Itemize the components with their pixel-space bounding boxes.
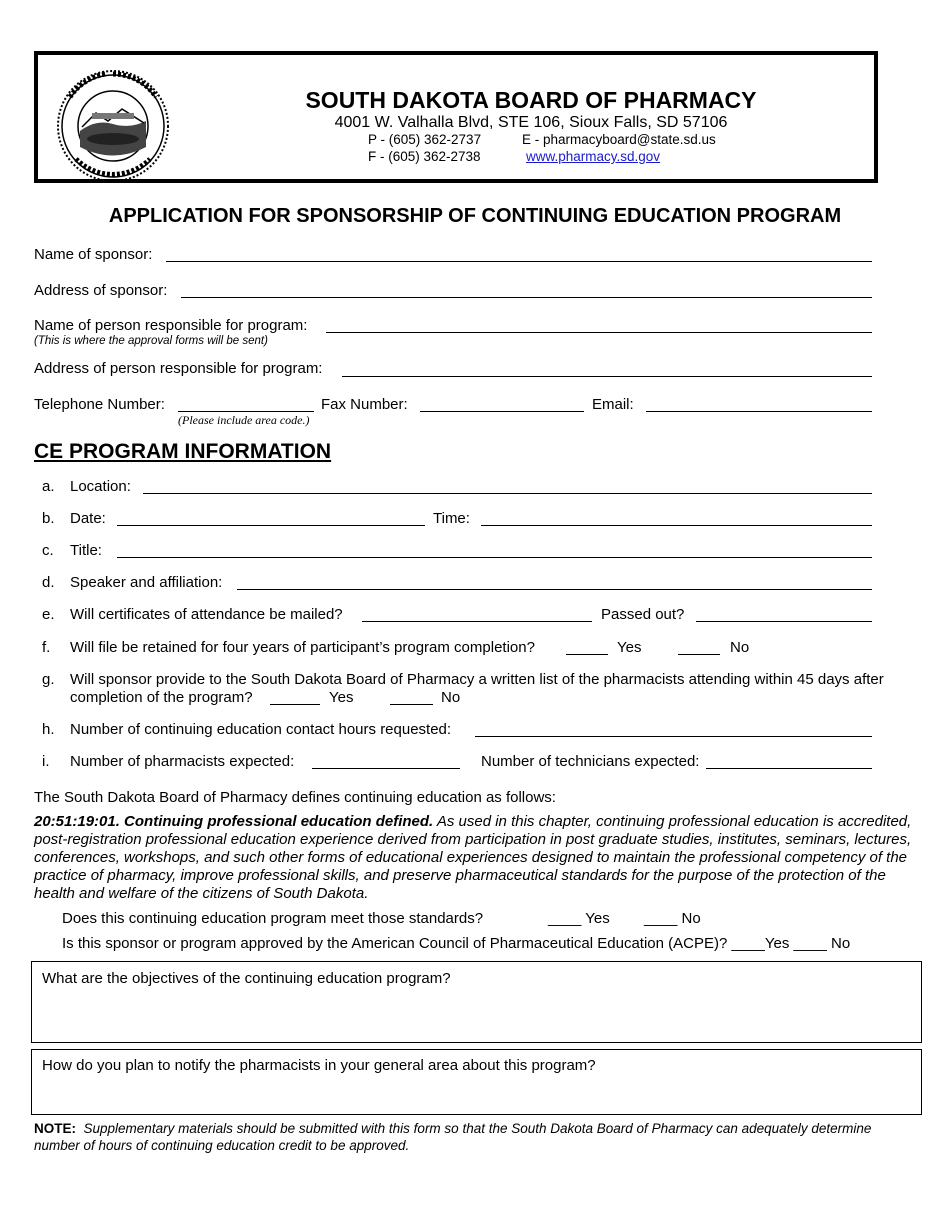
telephone-label: Telephone Number: <box>34 396 165 413</box>
date-label: Date: <box>70 510 106 527</box>
item-c-letter: c. <box>42 542 54 559</box>
responsible-address-field[interactable] <box>342 376 872 377</box>
item-e-letter: e. <box>42 606 55 623</box>
time-field[interactable] <box>481 525 872 526</box>
speaker-label: Speaker and affiliation: <box>70 574 223 591</box>
attendance-list-yes-label: Yes <box>329 689 354 706</box>
footer-note <box>34 1120 914 1154</box>
responsible-address-label: Address of person responsible for program: <box>34 360 323 377</box>
note-label: NOTE: <box>34 1121 76 1136</box>
definition-intro: The South Dakota Board of Pharmacy defines continuing education as follows: <box>34 789 556 806</box>
passed-out-field[interactable] <box>696 621 872 622</box>
rule-text: As used in this chapter, continuing professional education is accredited, post-registration professional education experience derived from participation in post graduate studies, institutes, seminars, lectures, conferences, workshops, and such other forms of educational experiences designed to maintain the professional competency of the practice of pharmacy, improve professional skills, and preserve pharmaceutical standards for the purpose of the protection of the health and welfare of the citizens of South Dakota. <box>34 813 912 902</box>
state-seal-icon <box>56 69 170 183</box>
file-retained-label: Will file be retained for four years of participant’s program completion? <box>70 639 535 656</box>
fax-label: Fax Number: <box>321 396 408 413</box>
standards-no[interactable]: ____ No <box>644 910 701 927</box>
standards-yes[interactable]: ____ Yes <box>548 910 610 927</box>
attendance-list-no-label: No <box>441 689 461 706</box>
telephone-field[interactable] <box>178 411 314 412</box>
notify-label: How do you plan to notify the pharmacists in your general area about this program? <box>42 1057 596 1074</box>
objectives-box[interactable] <box>31 961 922 1043</box>
letterhead <box>34 51 878 183</box>
attendance-list-label-cont: completion of the program? <box>70 689 253 706</box>
date-field[interactable] <box>117 525 425 526</box>
sponsor-address-field[interactable] <box>181 297 872 298</box>
telephone-note: (Please include area code.) <box>178 413 310 427</box>
acpe-question[interactable]: Is this sponsor or program approved by the American Council of Pharmaceutical Education (ACPE)? ____Yes ____ No <box>62 935 851 952</box>
pharmacists-expected-field[interactable] <box>312 768 460 769</box>
technicians-expected-label: Number of technicians expected: <box>481 753 700 770</box>
org-email: E - pharmacyboard@state.sd.us <box>522 132 716 147</box>
sponsor-address-label: Address of sponsor: <box>34 282 168 299</box>
technicians-expected-field[interactable] <box>706 768 872 769</box>
fax-field[interactable] <box>420 411 584 412</box>
item-g-letter: g. <box>42 671 55 688</box>
file-retained-no-label: No <box>730 639 750 656</box>
attendance-list-label: Will sponsor provide to the South Dakota Board of Pharmacy a written list of the pharmacists attending within 45 days after <box>70 671 884 688</box>
contact-hours-field[interactable] <box>475 736 872 737</box>
time-label: Time: <box>433 510 470 527</box>
location-field[interactable] <box>143 493 872 494</box>
attendance-list-yes-field[interactable] <box>270 704 320 705</box>
note-text: Supplementary materials should be submitted with this form so that the South Dakota Board of Pharmacy can adequately determine number of hours of continuing education credit to be approved. <box>34 1121 872 1153</box>
sponsor-name-label: Name of sponsor: <box>34 246 153 263</box>
rule-title: 20:51:19:01. Continuing professional education defined. <box>34 813 434 830</box>
title-label: Title: <box>70 542 102 559</box>
responsible-person-field[interactable] <box>326 332 872 333</box>
responsible-person-note: (This is where the approval forms will be sent) <box>34 335 268 347</box>
certificates-mailed-field[interactable] <box>362 621 592 622</box>
responsible-person-label: Name of person responsible for program: <box>34 317 308 334</box>
contact-hours-label: Number of continuing education contact hours requested: <box>70 721 452 738</box>
sponsor-name-field[interactable] <box>166 261 872 262</box>
objectives-label: What are the objectives of the continuing education program? <box>42 970 451 987</box>
item-a-letter: a. <box>42 478 55 495</box>
item-f-letter: f. <box>42 639 51 656</box>
email-label: Email: <box>592 396 634 413</box>
item-i-letter: i. <box>42 753 50 770</box>
item-h-letter: h. <box>42 721 55 738</box>
standards-question: Does this continuing education program meet those standards? <box>62 910 484 927</box>
file-retained-yes-field[interactable] <box>566 654 608 655</box>
passed-out-label: Passed out? <box>601 606 685 623</box>
certificates-mailed-label: Will certificates of attendance be mailed? <box>70 606 343 623</box>
org-name: SOUTH DAKOTA BOARD OF PHARMACY <box>305 87 757 113</box>
org-address: 4001 W. Valhalla Blvd, STE 106, Sioux Falls, SD 57106 <box>334 114 728 131</box>
location-label: Location: <box>70 478 131 495</box>
email-field[interactable] <box>646 411 872 412</box>
item-b-letter: b. <box>42 510 55 527</box>
attendance-list-no-field[interactable] <box>390 704 433 705</box>
file-retained-no-field[interactable] <box>678 654 720 655</box>
definition-rule <box>34 813 922 903</box>
org-phone: P - (605) 362-2737 <box>368 132 482 147</box>
pharmacists-expected-label: Number of pharmacists expected: <box>70 753 295 770</box>
title-field[interactable] <box>117 557 872 558</box>
org-fax: F - (605) 362-2738 <box>368 149 481 164</box>
form-title: APPLICATION FOR SPONSORSHIP OF CONTINUING EDUCATION PROGRAM <box>108 205 842 227</box>
file-retained-yes-label: Yes <box>617 639 642 656</box>
ce-section-heading: CE PROGRAM INFORMATION <box>34 440 332 463</box>
speaker-field[interactable] <box>237 589 872 590</box>
notify-box[interactable] <box>31 1049 922 1115</box>
org-website-link[interactable]: www.pharmacy.sd.gov <box>526 149 661 164</box>
item-d-letter: d. <box>42 574 55 591</box>
